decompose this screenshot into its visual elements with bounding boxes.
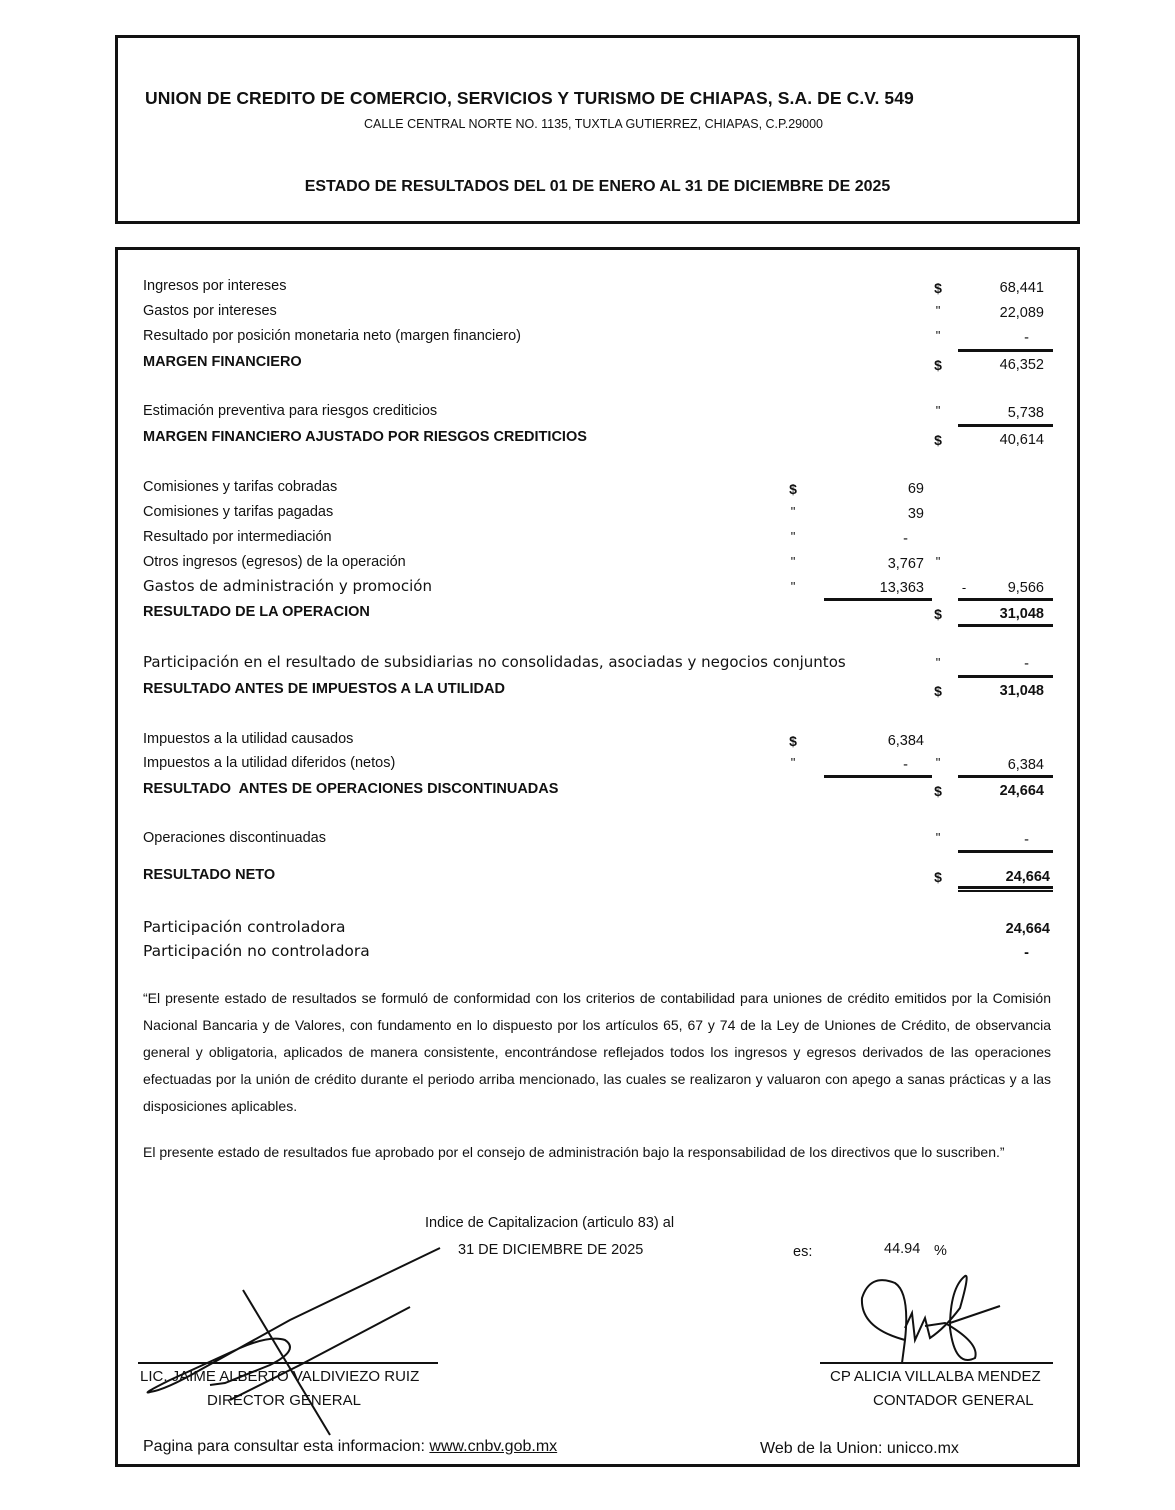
currency-symbol: $: [934, 432, 942, 448]
ditto-mark: ": [790, 504, 796, 519]
row-label: Resultado por intermediación: [143, 529, 332, 545]
row-participacion-no-controladora: [143, 942, 370, 964]
contador-title: CONTADOR GENERAL: [873, 1392, 1034, 1409]
row-label: Comisiones y tarifas cobradas: [143, 479, 338, 495]
union-web: [760, 1440, 959, 1458]
director-title: DIRECTOR GENERAL: [207, 1392, 361, 1409]
director-signature-line: [138, 1362, 438, 1364]
value-impuestos-total: 6,384: [1007, 757, 1044, 773]
company-address: CALLE CENTRAL NORTE NO. 1135, TUXTLA GUTIERREZ, CHIAPAS, C.P.29000: [364, 117, 823, 131]
value-posicion-monetaria: -: [1024, 330, 1029, 346]
contador-signature-line: [820, 1362, 1053, 1364]
ditto-mark: ": [935, 303, 941, 318]
value-otros-ingresos: 3,767: [887, 556, 924, 572]
consult-label: [143, 1438, 557, 1456]
subtotal-rule: [958, 424, 1053, 427]
director-name: LIC. JAIME ALBERTO VALDIVIEZO RUIZ: [140, 1368, 420, 1385]
row-label: RESULTADO NETO: [143, 867, 276, 883]
row-gastos-intereses: [143, 303, 277, 325]
row-label: MARGEN FINANCIERO AJUSTADO POR RIESGOS CREDITICIOS: [143, 429, 587, 445]
minus-sign: -: [961, 580, 967, 595]
union-web-label: Web de la Union:: [760, 1440, 883, 1457]
approval-note-paragraph: El presente estado de resultados fue aprobado por el consejo de administración bajo la responsabilidad de los directivos que lo suscriben.”: [143, 1144, 1005, 1160]
cnbv-link[interactable]: www.cnbv.gob.mx: [429, 1438, 558, 1455]
row-resultado-neto: [143, 867, 275, 889]
value-intermediacion: -: [903, 531, 908, 547]
statement-title: ESTADO DE RESULTADOS DEL 01 DE ENERO AL 31 DE DICIEMBRE DE 2025: [304, 178, 891, 195]
row-resultado-operacion: [143, 604, 370, 626]
row-otros-ingresos: [143, 554, 406, 576]
row-label: Operaciones discontinuadas: [143, 830, 326, 846]
ditto-mark: ": [935, 755, 941, 770]
row-label: Ingresos por intereses: [143, 278, 287, 294]
value-comisiones-cobradas: 69: [907, 481, 924, 497]
row-label: Comisiones y tarifas pagadas: [143, 504, 334, 520]
value-comisiones-pagadas: 39: [907, 506, 924, 522]
value-impuestos-diferidos: -: [903, 757, 908, 773]
subtotal-rule: [958, 598, 1053, 601]
subtotal-rule: [958, 775, 1053, 778]
currency-symbol: $: [789, 481, 797, 497]
ditto-mark: ": [935, 328, 941, 343]
ditto-mark: ": [790, 579, 796, 594]
ditto-mark: ": [790, 529, 796, 544]
subtotal-rule: [824, 598, 932, 601]
subtotal-rule: [824, 775, 932, 778]
value-resultado-neto: 24,664: [1005, 869, 1050, 885]
value-gastos-intereses: 22,089: [999, 305, 1044, 321]
row-ingresos-intereses: [143, 278, 286, 300]
row-impuestos-diferidos: [143, 755, 395, 777]
value-participacion-subsidiarias: -: [1024, 656, 1029, 672]
consult-label-text: Pagina para consultar esta informacion:: [143, 1438, 425, 1455]
value-estimacion-preventiva: 5,738: [1007, 405, 1044, 421]
value-impuestos-causados: 6,384: [887, 733, 924, 749]
row-estimacion-preventiva: [143, 403, 437, 425]
row-comisiones-pagadas: [143, 504, 333, 526]
row-margen-financiero: [143, 354, 302, 376]
capitalization-es-label: es:: [793, 1244, 813, 1260]
row-participacion-subsidiarias: [143, 653, 846, 675]
value-margen-ajustado: 40,614: [999, 432, 1044, 448]
row-gastos-admin: [143, 577, 432, 599]
value-participacion-controladora: 24,664: [1005, 921, 1050, 937]
capitalization-unit: %: [934, 1243, 947, 1259]
ditto-mark: ": [935, 403, 941, 418]
row-label: Gastos por intereses: [143, 303, 277, 319]
row-label: Resultado por posición monetaria neto (margen financiero): [143, 328, 522, 344]
row-resultado-antes-impuestos: [143, 681, 505, 703]
currency-symbol: $: [789, 733, 797, 749]
capitalization-value: 44.94: [884, 1241, 921, 1257]
total-rule: [958, 624, 1053, 627]
value-participacion-no-controladora: -: [1024, 945, 1029, 961]
capitalization-label: Indice de Capitalizacion (articulo 83) al: [425, 1215, 675, 1231]
row-label: Participación controladora: [143, 918, 346, 936]
row-intermediacion: [143, 529, 332, 551]
ditto-mark: ": [935, 655, 941, 670]
row-label: RESULTADO ANTES DE IMPUESTOS A LA UTILIDAD: [143, 681, 505, 697]
currency-symbol: $: [934, 280, 942, 296]
subtotal-rule: [958, 675, 1053, 678]
row-resultado-antes-discontinuadas: [143, 781, 558, 803]
row-posicion-monetaria: [143, 328, 521, 350]
row-label: Otros ingresos (egresos) de la operación: [143, 554, 406, 570]
currency-symbol: $: [934, 357, 942, 373]
grand-total-double-rule: [958, 886, 1053, 892]
ditto-mark: ": [790, 554, 796, 569]
row-label: Gastos de administración y promoción: [143, 577, 432, 595]
row-label: RESULTADO DE LA OPERACION: [143, 604, 370, 620]
value-gastos-admin-net: 9,566: [1007, 580, 1044, 596]
value-gastos-admin: 13,363: [879, 580, 924, 596]
value-ingresos-intereses: 68,441: [999, 280, 1044, 296]
row-impuestos-causados: [143, 731, 353, 753]
row-margen-ajustado: [143, 429, 587, 451]
row-label: Participación no controladora: [143, 942, 370, 960]
currency-symbol: $: [934, 783, 942, 799]
capitalization-date: 31 DE DICIEMBRE DE 2025: [458, 1242, 644, 1258]
row-label: Impuestos a la utilidad causados: [143, 731, 354, 747]
subtotal-rule: [958, 349, 1053, 352]
row-label: Impuestos a la utilidad diferidos (netos): [143, 755, 396, 771]
ditto-mark: ": [935, 830, 941, 845]
contador-name: CP ALICIA VILLALBA MENDEZ: [830, 1368, 1041, 1385]
value-resultado-antes-discontinuadas: 24,664: [999, 783, 1044, 799]
legal-note-paragraph: “El presente estado de resultados se formuló de conformidad con los criterios de contabilidad para uniones de crédito emitidos por la Comisión Nacional Bancaria y de Valores, con fundamento en lo dispuesto por los artículos 65, 67 y 74 de la Ley de Uniones de Crédito, de observancia general y obligatoria, aplicados de manera consistente, encontrándose reflejados todos los ingresos y egresos derivados de las operaciones efectuadas por la unión de crédito durante el periodo arriba mencionado, las cuales se realizaron y valuaron con apego a sanas prácticas y a las disposiciones aplicables.: [143, 990, 1051, 1114]
company-name: UNION DE CREDITO DE COMERCIO, SERVICIOS Y TURISMO DE CHIAPAS, S.A. DE C.V. 549: [145, 88, 914, 108]
value-margen-financiero: 46,352: [999, 357, 1044, 373]
row-operaciones-discontinuadas: [143, 830, 326, 852]
ditto-mark: ": [790, 755, 796, 770]
currency-symbol: $: [934, 683, 942, 699]
row-label: RESULTADO ANTES DE OPERACIONES DISCONTINUADAS: [143, 781, 559, 797]
union-web-link[interactable]: unicco.mx: [886, 1440, 959, 1457]
row-participacion-controladora: [143, 918, 346, 940]
subtotal-rule: [958, 850, 1053, 853]
ditto-mark: ": [935, 554, 941, 569]
value-resultado-antes-impuestos: 31,048: [999, 683, 1044, 699]
value-operaciones-discontinuadas: -: [1024, 832, 1029, 848]
row-label: Participación en el resultado de subsidiarias no consolidadas, asociadas y negocios conjuntos: [143, 653, 846, 671]
value-resultado-operacion: 31,048: [999, 606, 1044, 622]
row-label: MARGEN FINANCIERO: [143, 354, 302, 370]
row-label: Estimación preventiva para riesgos crediticios: [143, 403, 438, 419]
currency-symbol: $: [934, 606, 942, 622]
row-comisiones-cobradas: [143, 479, 337, 501]
currency-symbol: $: [934, 869, 942, 885]
